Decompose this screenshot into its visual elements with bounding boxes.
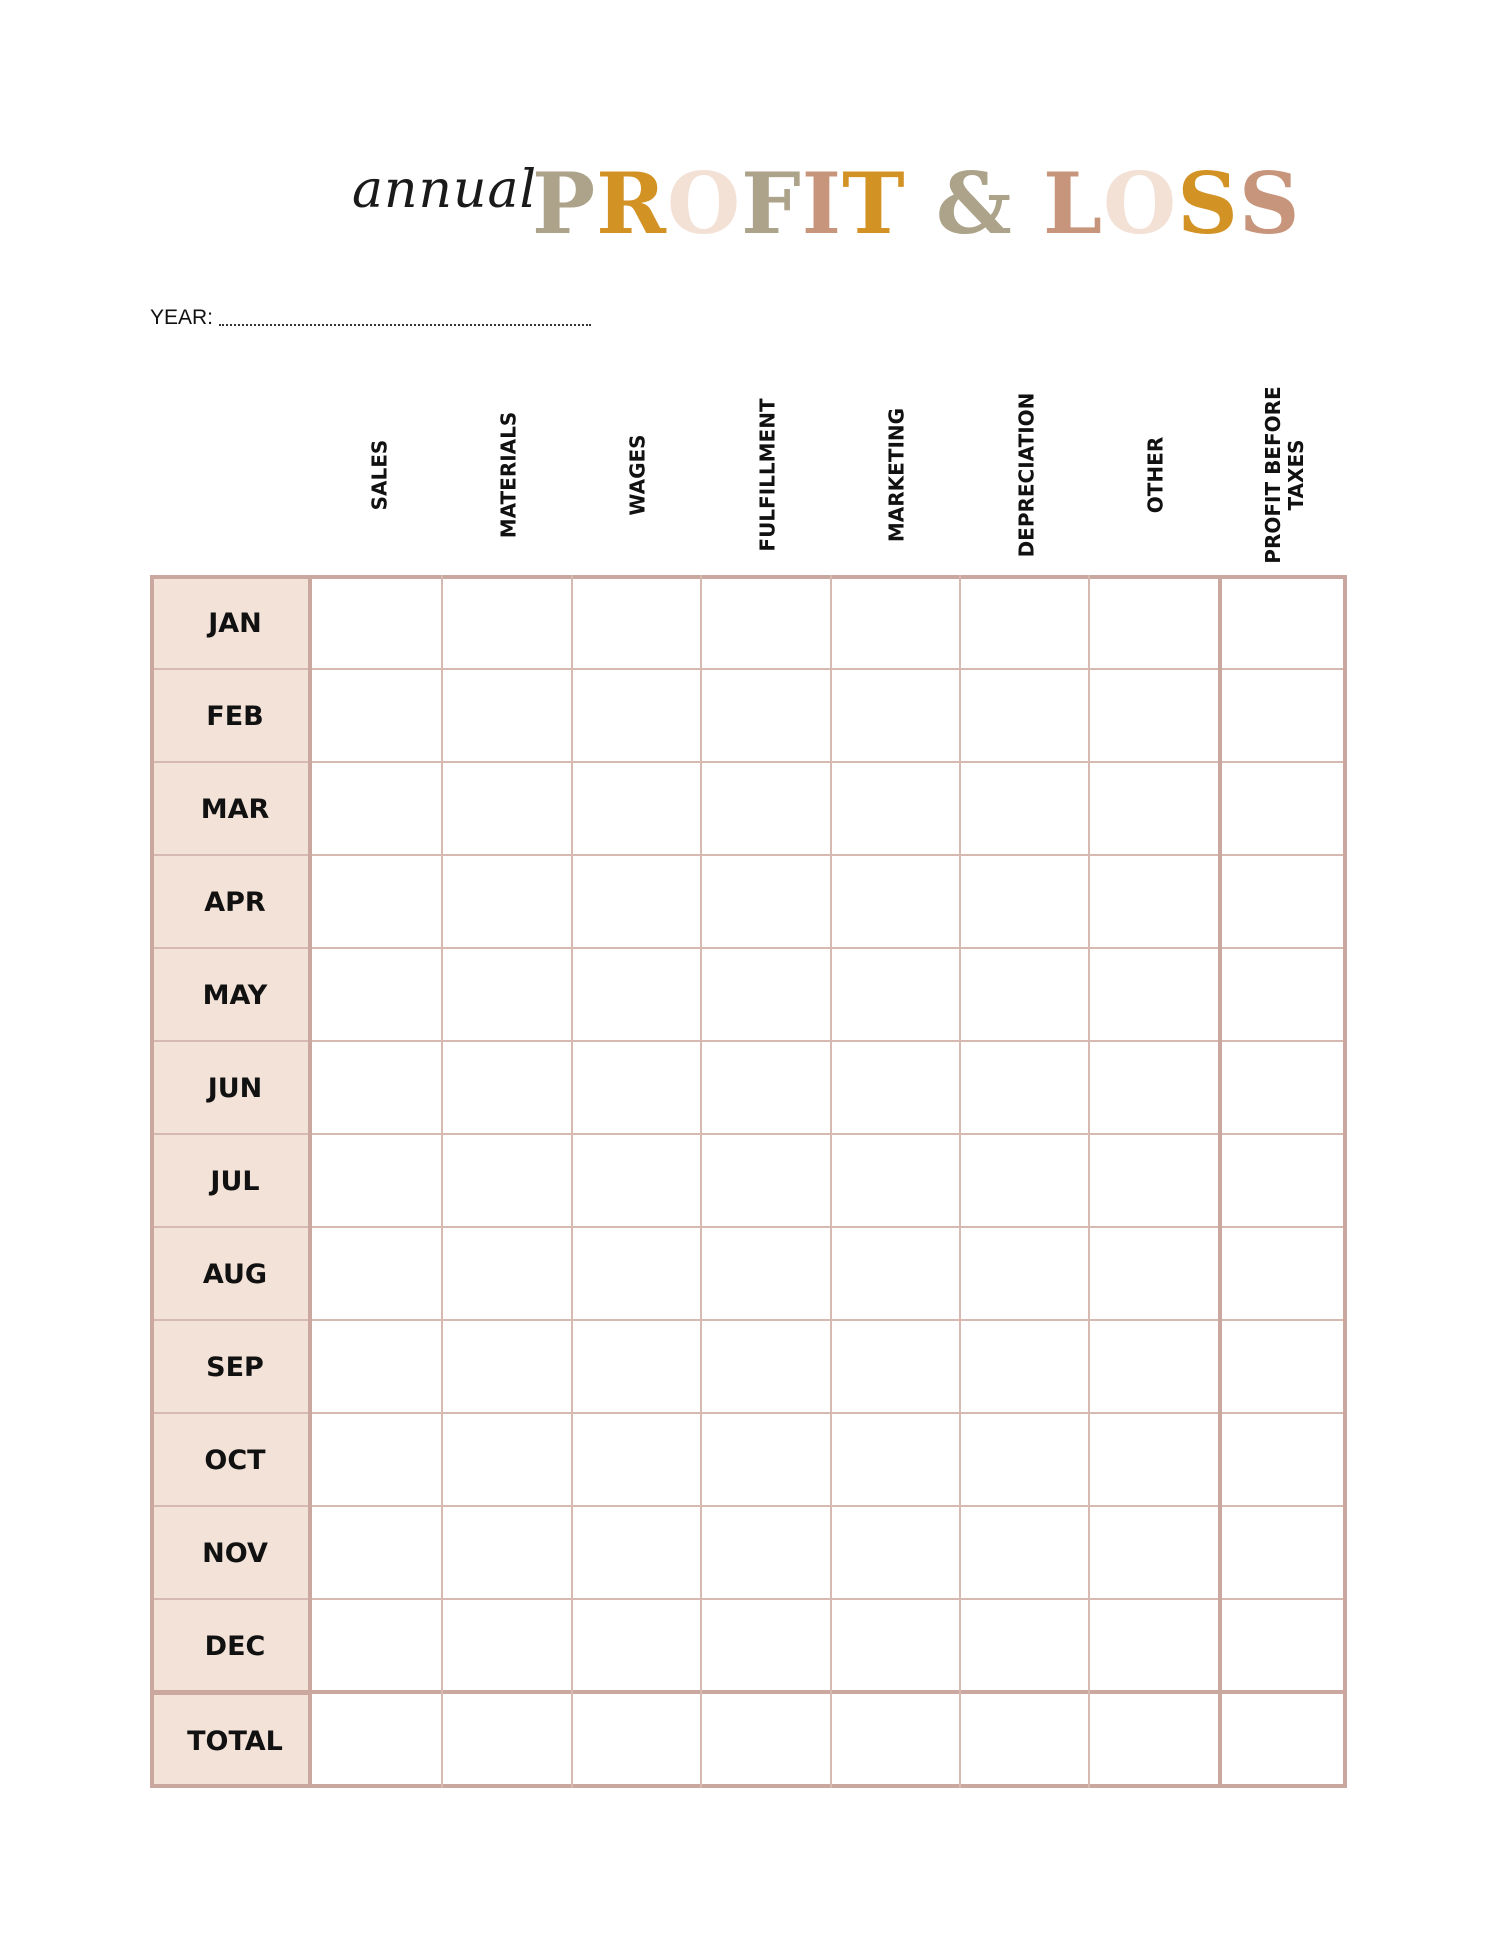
row-divider xyxy=(154,947,308,949)
table-cell[interactable] xyxy=(1218,1412,1347,1505)
table-cell[interactable] xyxy=(959,1319,1088,1412)
column-header-other xyxy=(1091,380,1220,570)
table-cell[interactable] xyxy=(312,947,441,1040)
table-cell[interactable] xyxy=(312,1598,441,1691)
table-cell[interactable] xyxy=(959,1040,1088,1133)
table-cell[interactable] xyxy=(830,1133,959,1226)
table-cell[interactable] xyxy=(571,575,700,668)
table-cell[interactable] xyxy=(441,1691,570,1788)
table-cell[interactable] xyxy=(700,1319,829,1412)
column-header-materials xyxy=(444,380,573,570)
profit-loss-table xyxy=(150,575,1347,1788)
row-divider xyxy=(154,1505,308,1507)
table-cell[interactable] xyxy=(441,1040,570,1133)
table-cell[interactable] xyxy=(441,668,570,761)
page-header xyxy=(0,150,1500,260)
table-cell[interactable] xyxy=(1218,947,1347,1040)
table-cell[interactable] xyxy=(441,761,570,854)
table-cell[interactable] xyxy=(700,668,829,761)
table-cell[interactable] xyxy=(830,1412,959,1505)
row-label-apr: APR xyxy=(204,886,266,918)
table-cell[interactable] xyxy=(700,947,829,1040)
table-cell[interactable] xyxy=(312,1133,441,1226)
row-label-nov: NOV xyxy=(202,1537,268,1569)
table-cell[interactable] xyxy=(1088,1412,1217,1505)
table-cell[interactable] xyxy=(441,854,570,947)
table-cell[interactable] xyxy=(700,1040,829,1133)
table-cell[interactable] xyxy=(830,1598,959,1691)
title-letter: I xyxy=(801,154,843,253)
table-cell[interactable] xyxy=(700,1505,829,1598)
table-cell[interactable] xyxy=(441,1133,570,1226)
table-cell[interactable] xyxy=(959,1598,1088,1691)
title-letter: F xyxy=(741,154,802,253)
table-cell[interactable] xyxy=(830,1505,959,1598)
table-cell[interactable] xyxy=(700,1598,829,1691)
table-cell[interactable] xyxy=(1088,761,1217,854)
table-cell[interactable] xyxy=(571,854,700,947)
year-input-line[interactable] xyxy=(219,324,591,326)
column-header-label: FULFILLMENT xyxy=(755,398,780,552)
table-cell[interactable] xyxy=(312,761,441,854)
table-cell[interactable] xyxy=(700,1133,829,1226)
column-header-label: MARKETING xyxy=(884,407,909,543)
year-field xyxy=(150,306,591,330)
title-letter: P xyxy=(532,154,597,253)
table-cell[interactable] xyxy=(312,668,441,761)
title-letter: O xyxy=(666,154,742,253)
table-cell[interactable] xyxy=(1218,761,1347,854)
title-letter: T xyxy=(842,154,906,253)
table-cell[interactable] xyxy=(441,947,570,1040)
year-label: YEAR: xyxy=(150,306,214,329)
column-header-label: SALES xyxy=(367,439,392,511)
table-cell[interactable] xyxy=(312,854,441,947)
column-header-depreciation xyxy=(962,380,1091,570)
table-cell[interactable] xyxy=(312,1412,441,1505)
table-cell[interactable] xyxy=(959,1691,1088,1788)
table-cell[interactable] xyxy=(1088,1505,1217,1598)
row-label-aug: AUG xyxy=(202,1258,268,1290)
title-letter: & xyxy=(935,154,1013,253)
table-cell[interactable] xyxy=(571,1412,700,1505)
table-cell[interactable] xyxy=(1088,1598,1217,1691)
table-cell[interactable] xyxy=(441,1505,570,1598)
table-cell[interactable] xyxy=(571,947,700,1040)
row-divider xyxy=(154,1412,308,1414)
table-cell[interactable] xyxy=(830,761,959,854)
title-letter: O xyxy=(1103,154,1178,253)
table-cell[interactable] xyxy=(441,1226,570,1319)
table-cell[interactable] xyxy=(571,761,700,854)
table-cell[interactable] xyxy=(441,1412,570,1505)
table-cell[interactable] xyxy=(312,1226,441,1319)
table-cell[interactable] xyxy=(1088,575,1217,668)
table-cell[interactable] xyxy=(830,575,959,668)
row-divider xyxy=(154,1226,308,1228)
table-cell[interactable] xyxy=(1218,668,1347,761)
table-cell[interactable] xyxy=(441,1598,570,1691)
row-label-feb: FEB xyxy=(206,700,264,732)
table-cell[interactable] xyxy=(959,1412,1088,1505)
column-header-sales xyxy=(315,380,444,570)
table-cell[interactable] xyxy=(1218,1226,1347,1319)
table-cell[interactable] xyxy=(700,1691,829,1788)
table-cell[interactable] xyxy=(959,947,1088,1040)
table-cell[interactable] xyxy=(830,854,959,947)
row-label-may: MAY xyxy=(202,979,268,1011)
table-cell[interactable] xyxy=(571,1598,700,1691)
column-header-label: WAGES xyxy=(625,434,650,516)
page-title xyxy=(532,156,1301,252)
row-divider xyxy=(154,854,308,856)
row-label-jun: JUN xyxy=(207,1072,263,1104)
row-divider xyxy=(154,1598,308,1600)
table-cell[interactable] xyxy=(1218,1505,1347,1598)
table-cell[interactable] xyxy=(312,1691,441,1788)
table-cell[interactable] xyxy=(1088,1040,1217,1133)
row-divider xyxy=(154,761,308,763)
table-cell[interactable] xyxy=(1218,575,1347,668)
table-cell[interactable] xyxy=(830,1226,959,1319)
row-label-total: TOTAL xyxy=(187,1725,283,1757)
table-cell[interactable] xyxy=(441,1319,570,1412)
row-label-jul: JUL xyxy=(210,1165,260,1197)
table-cell[interactable] xyxy=(700,1226,829,1319)
column-header-label: MATERIALS xyxy=(496,411,521,539)
table-cell[interactable] xyxy=(1088,1133,1217,1226)
table-cell[interactable] xyxy=(700,854,829,947)
table-cell[interactable] xyxy=(959,1133,1088,1226)
column-header-wages xyxy=(574,380,703,570)
table-cell[interactable] xyxy=(830,947,959,1040)
table-cell[interactable] xyxy=(1218,1040,1347,1133)
column-header-fulfillment xyxy=(703,380,832,570)
table-cell[interactable] xyxy=(571,668,700,761)
table-cell[interactable] xyxy=(1218,1133,1347,1226)
table-cell[interactable] xyxy=(571,1505,700,1598)
table-cell[interactable] xyxy=(1088,1319,1217,1412)
title-letter xyxy=(906,156,936,252)
title-script-word: annual xyxy=(352,160,538,220)
table-cell[interactable] xyxy=(959,1505,1088,1598)
table-cell[interactable] xyxy=(959,1226,1088,1319)
table-cell[interactable] xyxy=(1088,947,1217,1040)
table-cell[interactable] xyxy=(1088,1226,1217,1319)
table-cell[interactable] xyxy=(312,1319,441,1412)
table-cell[interactable] xyxy=(959,854,1088,947)
table-cell[interactable] xyxy=(312,1040,441,1133)
column-headers xyxy=(315,380,1347,570)
table-cell[interactable] xyxy=(441,575,570,668)
row-label-dec: DEC xyxy=(204,1630,266,1662)
column-header-label: PROFIT BEFORE TAXES xyxy=(1261,386,1309,564)
row-label-oct: OCT xyxy=(204,1444,266,1476)
table-cells xyxy=(312,575,1347,1788)
table-cell[interactable] xyxy=(312,575,441,668)
table-cell[interactable] xyxy=(571,1691,700,1788)
table-cell[interactable] xyxy=(700,761,829,854)
table-cell[interactable] xyxy=(571,1319,700,1412)
table-cell[interactable] xyxy=(1218,1598,1347,1691)
title-letter: S xyxy=(1177,154,1239,253)
table-cell[interactable] xyxy=(571,1040,700,1133)
column-header-profit-before-taxes xyxy=(1221,380,1350,570)
table-cell[interactable] xyxy=(1218,854,1347,947)
table-cell[interactable] xyxy=(1088,668,1217,761)
table-cell[interactable] xyxy=(959,575,1088,668)
row-label-mar: MAR xyxy=(200,793,270,825)
table-cell[interactable] xyxy=(312,1505,441,1598)
row-divider xyxy=(154,1690,308,1695)
row-divider xyxy=(154,1319,308,1321)
table-cell[interactable] xyxy=(1088,1691,1217,1788)
table-cell[interactable] xyxy=(1218,1691,1347,1788)
table-cell[interactable] xyxy=(571,1226,700,1319)
table-cell[interactable] xyxy=(959,668,1088,761)
column-header-label: OTHER xyxy=(1143,436,1168,514)
column-header-label: DEPRECIATION xyxy=(1014,392,1039,558)
table-cell[interactable] xyxy=(830,668,959,761)
table-cell[interactable] xyxy=(700,575,829,668)
title-letter xyxy=(1013,156,1043,252)
row-divider xyxy=(154,1133,308,1135)
row-divider xyxy=(154,668,308,670)
table-cell[interactable] xyxy=(700,1412,829,1505)
row-label-sep: SEP xyxy=(206,1351,264,1383)
table-cell[interactable] xyxy=(1218,1319,1347,1412)
row-divider xyxy=(154,1040,308,1042)
row-label-jan: JAN xyxy=(208,607,262,639)
table-cell[interactable] xyxy=(830,1319,959,1412)
table-cell[interactable] xyxy=(830,1691,959,1788)
table-cell[interactable] xyxy=(1088,854,1217,947)
table-cell[interactable] xyxy=(959,761,1088,854)
title-letter: L xyxy=(1042,154,1104,253)
column-header-marketing xyxy=(833,380,962,570)
title-letter: R xyxy=(596,154,667,253)
title-letter: S xyxy=(1238,154,1301,253)
table-cell[interactable] xyxy=(830,1040,959,1133)
month-column xyxy=(150,575,312,1788)
table-cell[interactable] xyxy=(571,1133,700,1226)
